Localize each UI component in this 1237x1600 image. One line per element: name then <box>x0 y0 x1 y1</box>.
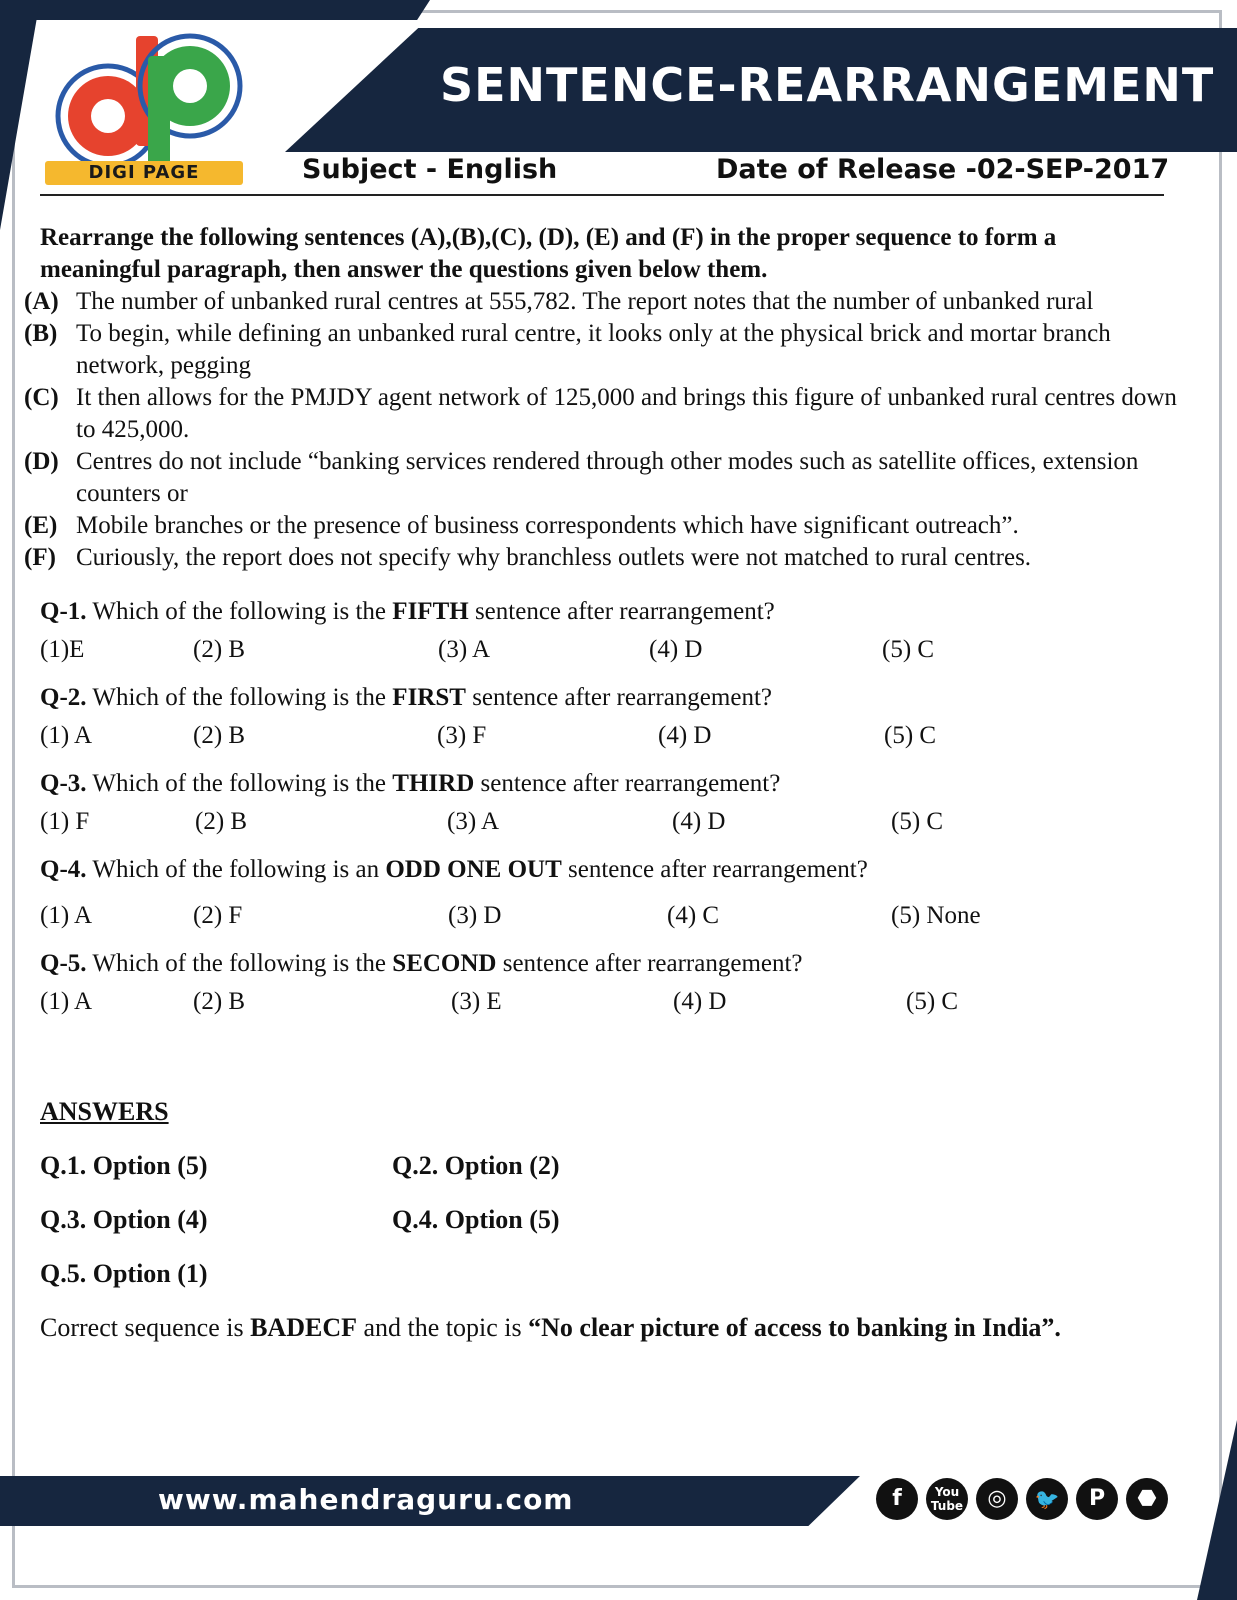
subject-label: Subject - English <box>302 154 558 185</box>
question-4 <box>40 854 1180 934</box>
option-5: (5) C <box>882 636 935 663</box>
question-number: Q-2. <box>40 684 87 711</box>
twitter-glyph: 🐦 <box>1034 1487 1060 1511</box>
option-2: (2) F <box>193 902 243 929</box>
release-label: Date of Release - <box>716 154 977 185</box>
question-text <box>40 682 1180 714</box>
option-2: (2) B <box>193 722 246 749</box>
sentence-d <box>24 446 1180 510</box>
options-row <box>40 806 1180 840</box>
release-info <box>716 154 1169 185</box>
question-number: Q-1. <box>40 598 87 625</box>
header-divider <box>40 194 1164 196</box>
question-1 <box>40 596 1180 668</box>
question-post: sentence after rearrangement? <box>502 950 803 977</box>
question-keyword: THIRD <box>392 770 475 797</box>
digi-page-logo <box>40 28 250 178</box>
question-post: sentence after rearrangement? <box>568 856 868 883</box>
question-text <box>40 768 1180 800</box>
sentence-label: (E) <box>24 512 58 539</box>
logo-label: DIGI PAGE <box>45 161 243 185</box>
sentence-label: (B) <box>24 320 58 347</box>
corner-decoration-top <box>0 0 430 20</box>
page-title: SENTENCE-REARRANGEMENT <box>440 58 1215 112</box>
sequence-value: BADECF <box>250 1313 357 1342</box>
option-3: (3) A <box>438 636 491 663</box>
twitter-icon[interactable] <box>1026 1478 1068 1520</box>
option-3: (3) A <box>447 808 500 835</box>
question-text <box>40 854 1180 886</box>
question-pre: Which of the following is an <box>92 856 380 883</box>
question-keyword: SECOND <box>392 950 497 977</box>
android-glyph: ⬣ <box>1137 1486 1157 1511</box>
question-5 <box>40 948 1180 1020</box>
sequence-mid: and the topic is <box>363 1313 522 1342</box>
sentence-label: (D) <box>24 448 59 475</box>
answer-q2: Q.2. Option (2) <box>392 1151 560 1180</box>
pinterest-glyph: P <box>1088 1486 1106 1511</box>
question-text <box>40 948 1180 980</box>
answers-heading: ANSWERS <box>40 1097 169 1126</box>
answer-q1: Q.1. Option (5) <box>40 1151 208 1180</box>
sentence-a <box>24 286 1180 318</box>
option-5: (5) C <box>906 988 959 1015</box>
website-link[interactable]: www.mahendraguru.com <box>158 1483 574 1516</box>
answer-q5: Q.5. Option (1) <box>40 1259 208 1288</box>
options-row <box>40 986 1180 1020</box>
sentence-label: (F) <box>24 544 56 571</box>
sentence-list <box>24 286 1180 574</box>
question-pre: Which of the following is the <box>92 950 387 977</box>
sentence-text: To begin, while defining an unbanked rural centre, it looks only at the physical brick and mortar branch network, pegging <box>76 320 1111 379</box>
correct-sequence-line <box>40 1313 1061 1343</box>
instruction-text: Rearrange the following sentences (A),(B),(C), (D), (E) and (F) in the proper sequence to form a meaningful paragraph, then answer the questions given below them. <box>40 224 1057 283</box>
option-4: (4) D <box>673 988 727 1015</box>
sentence-label: (A) <box>24 288 59 315</box>
sentence-text: Mobile branches or the presence of business correspondents which have significant outreach”. <box>76 512 1019 539</box>
facebook-icon[interactable] <box>876 1478 918 1520</box>
sentence-label: (C) <box>24 384 59 411</box>
question-keyword: FIRST <box>392 684 466 711</box>
youtube-glyph: You Tube <box>930 1485 964 1513</box>
option-5: (5) None <box>891 902 981 929</box>
question-pre: Which of the following is the <box>92 684 387 711</box>
topic-value: “No clear picture of access to banking in India”. <box>528 1313 1061 1342</box>
option-4: (4) C <box>667 902 720 929</box>
main-content <box>24 222 1180 1020</box>
instagram-icon[interactable] <box>976 1478 1018 1520</box>
options-row <box>40 634 1180 668</box>
facebook-glyph: f <box>892 1486 902 1511</box>
option-5: (5) C <box>891 808 944 835</box>
options-row <box>40 720 1180 754</box>
question-post: sentence after rearrangement? <box>480 770 781 797</box>
option-4: (4) D <box>672 808 726 835</box>
option-4: (4) D <box>658 722 712 749</box>
sentence-text: The number of unbanked rural centres at 555,782. The report notes that the number of unbanked rural <box>76 288 1094 315</box>
option-1: (1) A <box>40 902 93 929</box>
sentence-text: Curiously, the report does not specify why branchless outlets were not matched to rural centres. <box>76 544 1032 571</box>
answer-q3: Q.3. Option (4) <box>40 1205 208 1234</box>
question-keyword: FIFTH <box>392 598 469 625</box>
android-icon[interactable] <box>1126 1478 1168 1520</box>
option-1: (1) A <box>40 722 93 749</box>
sentence-b <box>24 318 1180 382</box>
option-1: (1) F <box>40 808 90 835</box>
instagram-glyph: ◎ <box>987 1486 1007 1511</box>
question-post: sentence after rearrangement? <box>474 598 775 625</box>
option-2: (2) B <box>195 808 248 835</box>
release-date: 02-SEP-2017 <box>976 154 1170 185</box>
option-1: (1) A <box>40 988 93 1015</box>
option-1: (1)E <box>40 636 85 663</box>
sentence-text: Centres do not include “banking services rendered through other modes such as satellite offices, extension counters or <box>76 448 1139 507</box>
question-3 <box>40 768 1180 840</box>
corner-decoration-bottom-right <box>1197 1420 1237 1600</box>
question-number: Q-4. <box>40 856 87 883</box>
question-number: Q-5. <box>40 950 87 977</box>
options-row <box>40 900 1180 934</box>
question-post: sentence after rearrangement? <box>472 684 772 711</box>
question-keyword: ODD ONE OUT <box>385 856 562 883</box>
question-pre: Which of the following is the <box>92 598 387 625</box>
question-pre: Which of the following is the <box>92 770 387 797</box>
sentence-c <box>24 382 1180 446</box>
option-3: (3) F <box>437 722 487 749</box>
question-text <box>40 596 1180 628</box>
option-3: (3) D <box>448 902 502 929</box>
option-4: (4) D <box>649 636 703 663</box>
sentence-f <box>24 542 1180 574</box>
option-2: (2) B <box>193 636 246 663</box>
question-number: Q-3. <box>40 770 87 797</box>
answer-q4: Q.4. Option (5) <box>392 1205 560 1234</box>
corner-decoration-left <box>0 0 40 230</box>
option-3: (3) E <box>451 988 502 1015</box>
option-2: (2) B <box>193 988 246 1015</box>
question-2 <box>40 682 1180 754</box>
sentence-e <box>24 510 1180 542</box>
pinterest-icon[interactable] <box>1076 1478 1118 1520</box>
sequence-pre: Correct sequence is <box>40 1313 244 1342</box>
sentence-text: It then allows for the PMJDY agent network of 125,000 and brings this figure of unbanked rural centres down to 425,000. <box>76 384 1177 443</box>
option-5: (5) C <box>884 722 937 749</box>
youtube-icon[interactable] <box>926 1478 968 1520</box>
